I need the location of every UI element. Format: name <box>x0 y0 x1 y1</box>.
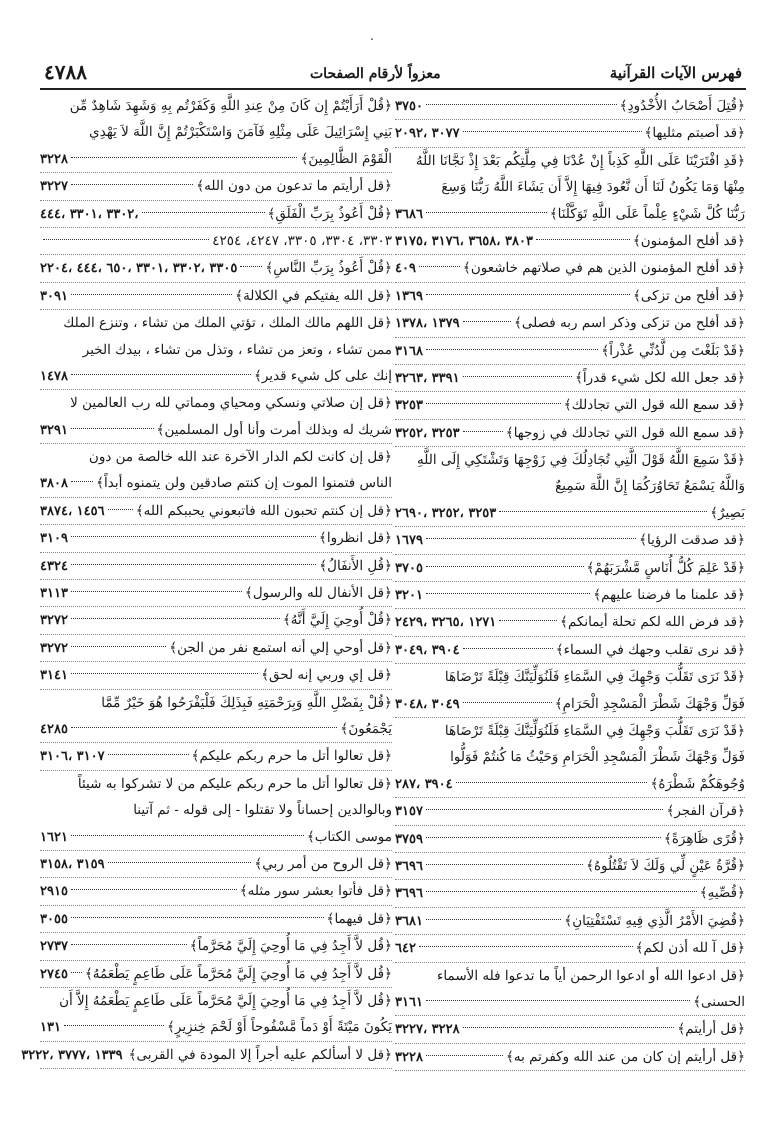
top-mark: . <box>370 29 374 43</box>
leader-dots <box>71 944 187 945</box>
index-entry <box>395 310 745 337</box>
index-entry <box>395 1016 745 1043</box>
verse-text: ﴿قل إن صلاتي ونسكي ومحياي ومماتي لله رب العالمين لا <box>70 395 392 412</box>
verse-text: ﴿قل الأنفال لله والرسول﴾ <box>244 585 392 602</box>
page-refs: ٣٦٩٦ <box>395 858 423 874</box>
index-entry <box>40 906 392 933</box>
verse-text: ﴿قل لا أسألكم عليه أجراً إلا المودة في القربى﴾ <box>128 1046 392 1063</box>
index-entry <box>395 201 745 228</box>
page-refs: ٣٧٥٩ <box>395 831 423 847</box>
leader-dots <box>71 889 237 890</box>
verse-text: ﴿قل إي وربي إنه لحق﴾ <box>261 667 392 684</box>
page-refs: ٣٠٧٧ ،٢٠٩٢ <box>395 126 460 142</box>
page-refs: ٢٧٣٧ <box>40 939 68 955</box>
index-entry <box>40 580 392 607</box>
page-refs: ٣١١٣ <box>40 586 68 602</box>
page-number: ٤٧٨٨ <box>44 60 87 84</box>
index-entry-continuation <box>395 174 745 200</box>
verse-text: بَنِي إِسْرَائِيلَ عَلَى مِثْلِهِ فَآمَنَ وَاسْتَكْبَرْتُمْ إِنَّ اللَّهَ لاَ يَهْدِي <box>89 124 392 141</box>
page-refs: ٣١٤١ <box>40 668 68 684</box>
verse-text: ﴿قَدْ نَرَى تَقَلُّبَ وَجْهِكَ فِي السَّمَاءِ فَلَنُوَلِّيَنَّكَ قِبْلَةً تَرْضَاهَا <box>444 669 745 686</box>
verse-text: ﴿قُلْ أَعُوذُ بِرَبِّ الْفَلَقِ﴾ <box>267 205 392 222</box>
index-entry <box>40 173 392 200</box>
verse-text: وُجُوهَكُمْ شَطْرَهُ﴾ <box>650 775 745 792</box>
verse-text: الحسنى﴾ <box>693 993 745 1010</box>
page-refs: ١٣٣٩ ،٣٧٧٧ ،٣٢٢٢ <box>21 1047 123 1063</box>
leader-dots <box>43 239 209 240</box>
verse-text: فَوَلِّ وَجْهَكَ شَطْرَ الْمَسْجِدِ الْحَرَامِ﴾ <box>554 695 745 712</box>
verse-text: ﴿قُضِيَ الأَمْرُ الَّذِي فِيهِ تَسْتَفْتِيَانِ﴾ <box>564 912 745 929</box>
index-entry <box>395 582 745 609</box>
page-refs: ١٢٧١ ،٣٢٦٥ ،٢٤٢٩ <box>395 615 497 631</box>
index-entry <box>395 908 745 935</box>
leader-dots <box>71 673 258 674</box>
verse-text: ﴿قرآن الفجر﴾ <box>666 803 745 820</box>
index-entry-continuation <box>395 744 745 770</box>
verse-text: إنك على كل شيء قدير﴾ <box>253 367 392 384</box>
page-title: فهرس الآيات القرآنية <box>609 64 742 82</box>
index-entry <box>395 555 745 582</box>
leader-dots <box>71 727 337 728</box>
page-refs: ٣٢٢٨ ،٣٢٢٧ <box>395 1022 460 1038</box>
leader-dots <box>71 835 304 836</box>
page-refs: ٣٢٩١ <box>40 422 68 438</box>
index-entry <box>40 283 392 310</box>
page-refs: ٣٢٥٣ ،٣٢٥٢ ،٢٦٩٠ <box>395 505 497 521</box>
index-entry <box>395 989 745 1016</box>
verse-text: ﴿قُلْ أَرَأَيْتُمْ إِن كَانَ مِنْ عِندِ اللَّهِ وَكَفَرْتُم بِهِ وَشَهِدَ شَاهِدٌ مِّن <box>69 98 392 114</box>
page-refs: ٦٤٢ <box>395 941 416 957</box>
verse-text: شريك له وبذلك أمرت وأنا أول المسلمين﴾ <box>156 421 392 438</box>
page-refs: ٢٧٤٥ <box>40 966 68 982</box>
index-entry-continuation <box>40 119 392 145</box>
page-refs: ٣٦٨١ <box>395 913 423 929</box>
leader-dots <box>426 1000 690 1001</box>
page-refs: ٣٢٥٣ ،٣٢٥٢ <box>395 425 460 441</box>
verse-text: ﴿قَدْ سَمِعَ اللَّهُ قَوْلَ الَّتِي تُجَادِلُكَ فِي زَوْجِهَا وَتَشْتَكِي إِلَى اللَّهِ <box>417 452 745 469</box>
verse-text: فَوَلِّ وَجْهَكَ شَطْرَ الْمَسْجِدِ الْحَرَامِ وَحَيْثُ مَا كُنتُمْ فَوَلُّوا <box>450 749 745 766</box>
verse-text: الناس فتمنوا الموت إن كنتم صادقين ولن يتمنوه أبداً﴾ <box>96 475 392 492</box>
page-refs: ٤٢٨٥ <box>40 721 68 737</box>
leader-dots <box>71 564 316 565</box>
index-entry <box>40 525 392 552</box>
index-entry <box>40 933 392 960</box>
index-entry <box>395 392 745 419</box>
leader-dots <box>426 864 583 865</box>
leader-dots <box>426 566 584 567</box>
page-refs: ٣١٠٩ <box>40 531 68 547</box>
page-refs: ١٦٢١ <box>40 829 68 845</box>
page-refs: ٣٧٥٠ <box>395 99 423 114</box>
verse-text: ﴿قل تعالوا أتل ما حرم ربكم عليكم من لا تشركوا به شيئاً <box>77 775 392 792</box>
index-entry <box>395 255 745 282</box>
index-entry-continuation <box>395 718 745 744</box>
page-refs: ٤٠٩ <box>395 261 416 277</box>
leader-dots <box>240 266 262 267</box>
verse-text: ﴿قل اللهم مالك الملك ، تؤتي الملك من تشاء ، وتنزع الملك <box>63 315 392 332</box>
index-entry <box>395 798 745 825</box>
page-refs: ٣٣٠٥ ،٣٣٠٢ ،٣٣٠١ ،٦٥٠ ،٤٤٤ ،٢٢٠٤ <box>40 261 238 277</box>
index-entry <box>395 691 745 718</box>
verse-text: ﴿قُلْ أُوحِيَ إِلَيَّ أَنَّهُ﴾ <box>282 612 392 629</box>
leader-dots <box>426 593 590 594</box>
verse-text: وَاللَّهُ يَسْمَعُ تَحَاوُرَكُمَا إِنَّ اللَّهَ سَمِيعٌ <box>555 478 745 495</box>
leader-dots <box>71 591 242 592</box>
page-refs: ٣٢٥٣ <box>395 398 423 414</box>
page-refs: ٢٩١٥ <box>40 884 68 900</box>
index-entry-continuation <box>40 797 392 823</box>
right-column <box>395 93 745 1071</box>
leader-dots <box>426 891 697 892</box>
page-refs: ١٣٧٩ ،١٣٧٨ <box>395 316 460 332</box>
index-entry <box>395 120 745 147</box>
page-refs: ١٦٧٩ <box>395 533 423 549</box>
index-entry <box>395 365 745 392</box>
page-refs: ١٤٥٦ ،٣٨٧٤ <box>40 503 105 519</box>
page-refs: ٣٦٨٦ <box>395 206 423 222</box>
verse-text: ﴿قُتِلَ أَصْحَابُ الأُخْدُودِ﴾ <box>619 98 745 114</box>
verse-text: ﴿قُلْ أَعُوذُ بِرَبِّ النَّاسِ﴾ <box>265 260 392 277</box>
index-entry <box>40 635 392 662</box>
page-refs: ٣٠٤٩ ،٣٠٤٨ <box>395 696 460 712</box>
left-column <box>21 93 392 1069</box>
verse-text: ﴿قد سمع الله قول التي تجادلك في زوجها﴾ <box>505 424 745 441</box>
index-entry <box>395 609 745 636</box>
page-refs: ٣١٥٧ <box>395 804 423 820</box>
page-refs: ٣٢٢٧ <box>40 179 68 195</box>
leader-dots <box>71 294 232 295</box>
page-refs: ٣٣٩١ ،٣٢٦٣ <box>395 370 460 386</box>
verse-text: ﴿قل ادعوا الله أو ادعوا الرحمن أياً ما تدعوا فله الأسماء <box>437 967 745 984</box>
page-refs: ٣٢٧٢ <box>40 613 68 629</box>
verse-text: ﴿قد صدقت الرؤيا﴾ <box>639 532 745 549</box>
index-entry-continuation <box>395 447 745 473</box>
page-refs: ٣٩٠٤ ،٣٠٤٩ <box>395 642 460 658</box>
verse-text: ﴿قُلِ الأَنفَالُ﴾ <box>319 557 392 574</box>
verse-text: ﴿قل إن كنتم تحبون الله فاتبعوني يحببكم الله﴾ <box>135 502 392 519</box>
verse-text: ﴿قل فأتوا بعشر سور مثله﴾ <box>239 883 392 900</box>
verse-text: يَكُونَ مَيْتَةً أَوْ دَماً مَّسْفُوحاً أَوْ لَحْمَ خِنزِيرٍ﴾ <box>167 1019 392 1036</box>
leader-dots <box>71 536 316 537</box>
leader-dots <box>463 131 642 132</box>
index-entry <box>395 1044 745 1071</box>
verse-text: ﴿قل تعالوا أتل ما حرم ربكم عليكم﴾ <box>191 748 392 765</box>
verse-text: يَجْمَعُونَ﴾ <box>340 720 392 737</box>
leader-dots <box>463 1027 675 1028</box>
verse-text: ﴿قد أفلح المؤمنون الذين هم في صلاتهم خاشعون﴾ <box>462 260 745 277</box>
leader-dots <box>426 212 547 213</box>
leader-dots <box>71 428 154 429</box>
index-entry <box>395 420 745 447</box>
leader-dots <box>426 104 617 105</box>
verse-text: ﴿قد أصبتم مثليها﴾ <box>644 125 745 142</box>
verse-text: ﴿قد أفلح من تزكى﴾ <box>632 287 745 304</box>
page-refs: ١٣٦٩ <box>395 288 423 304</box>
leader-dots <box>419 266 460 267</box>
index-entry <box>395 500 745 527</box>
index-entry <box>395 637 745 664</box>
leader-dots <box>499 620 557 621</box>
index-entry-continuation <box>40 771 392 797</box>
page-refs: ٣٠٥٥ <box>40 911 68 927</box>
page-refs: ١٣١ <box>40 1020 61 1036</box>
verse-text: ﴿قل آ لله أذن لكم﴾ <box>635 940 745 957</box>
leader-dots <box>71 917 324 918</box>
index-entry-continuation <box>40 337 392 363</box>
page-refs: ٣٨٠٣ ،٣٦٥٨ ،٣١٧٦ ،٣١٧٥ <box>395 233 533 249</box>
index-entry <box>21 1042 392 1069</box>
index-entry <box>395 826 745 853</box>
page-subtitle: معزواً لأرقام الصفحات <box>310 66 441 82</box>
verse-text: ﴿قل الله يفتيكم في الكلالة﴾ <box>235 287 392 304</box>
index-entry <box>40 363 392 390</box>
leader-dots <box>426 1055 503 1056</box>
index-entry <box>40 851 392 878</box>
page-refs: ١٤٧٨ <box>40 368 68 384</box>
verse-text: ﴿قد أفلح المؤمنون﴾ <box>632 232 745 249</box>
index-entry <box>395 527 745 554</box>
verse-text: ﴿قُصِّيهِ﴾ <box>699 885 745 902</box>
index-entry-continuation <box>40 310 392 336</box>
leader-dots <box>426 403 561 404</box>
leader-dots <box>463 648 553 649</box>
index-entry <box>40 607 392 634</box>
page-refs: ،٣٣٠٢ ،٣٣٠١ ،٤٤٤ <box>40 206 139 222</box>
leader-dots <box>426 919 561 920</box>
verse-text: ٣٣٠٣، ٣٣٠٤، ٣٣٠٥، ٤٢٤٧، ٤٢٥٤ <box>212 232 392 249</box>
page-refs: ٣١٠٧ ،٣١٠٦ <box>40 749 105 765</box>
index-entry-continuation <box>395 664 745 690</box>
leader-dots <box>108 754 189 755</box>
leader-dots <box>71 972 82 973</box>
verse-text: ﴿قد نرى تقلب وجهك في السماء﴾ <box>555 641 745 658</box>
verse-text: الْقَوْمَ الظَّالِمِينَ﴾ <box>300 150 392 167</box>
leader-dots <box>463 702 552 703</box>
index-entry <box>395 93 745 120</box>
leader-dots <box>71 481 93 482</box>
page-refs: ٣١٦١ <box>395 994 423 1010</box>
index-entry-continuation <box>395 148 745 174</box>
leader-dots <box>463 431 503 432</box>
leader-dots <box>499 511 707 512</box>
leader-dots <box>426 538 636 539</box>
leader-dots <box>426 349 598 350</box>
leader-dots <box>463 321 511 322</box>
index-entry <box>40 878 392 905</box>
page-refs: ٣٠٩١ <box>40 288 68 304</box>
verse-text: ﴿قل أوحي إلي أنه استمع نفر من الجن﴾ <box>169 639 392 656</box>
page-refs: ٣٨٠٨ <box>40 476 68 492</box>
leader-dots <box>536 239 630 240</box>
verse-text: ﴿قد أفلح من تزكى وذكر اسم ربه فصلى﴾ <box>513 315 745 332</box>
index-entry-continuation <box>40 690 392 716</box>
verse-text: ممن تشاء ، وتعز من تشاء ، وتذل من تشاء ، بيدك الخير <box>82 341 392 358</box>
page-refs: ٣٩٠٤ ،٢٨٧ <box>395 776 453 792</box>
index-entry <box>40 201 392 228</box>
leader-dots <box>419 946 633 947</box>
verse-text: ﴿قل انظروا﴾ <box>318 530 392 547</box>
verse-text: ﴿قد سمع الله قول التي تجادلك﴾ <box>563 397 745 414</box>
index-entry <box>395 880 745 907</box>
verse-text: ﴿قل فيهما﴾ <box>326 910 392 927</box>
index-entry <box>40 470 392 497</box>
leader-dots <box>426 809 664 810</box>
leader-dots <box>456 782 648 783</box>
verse-text: مِنْهَا وَمَا يَكُونُ لَنَا أَن نَّعُودَ فِيهَا إِلاَّ أَن يَشَاءَ اللَّهُ رَبُّنَا وَسِعَ <box>441 179 745 196</box>
index-entry-continuation <box>40 988 392 1014</box>
index-entry-continuation <box>395 963 745 989</box>
leader-dots <box>142 212 265 213</box>
index-entry <box>395 228 745 255</box>
verse-text: ﴿قَدِ افْتَرَيْنَا عَلَى اللَّهِ كَذِباً إِنْ عُدْنَا فِي مِلَّتِكُم بَعْدَ إِذْ نَجَّانَا اللَّهُ <box>415 152 745 169</box>
verse-text: ﴿قل أرأيتم ما تدعون من دون الله﴾ <box>196 178 392 195</box>
index-entry <box>395 338 745 365</box>
index-entry-continuation <box>40 444 392 470</box>
verse-text: ﴿قَدْ بَلَغْتَ مِن لَّدُنِّي عُذْراً﴾ <box>601 342 745 359</box>
verse-text: ﴿قُل لاَّ أَجِدُ فِي مَا أُوحِيَ إِلَيَّ مُحَرَّماً عَلَى طَاعِمٍ يَطْعَمُهُ إِلاَّ أَن <box>59 992 392 1009</box>
index-entry <box>395 283 745 310</box>
index-entry <box>40 228 392 255</box>
index-entry-continuation <box>40 390 392 416</box>
leader-dots <box>64 1025 164 1026</box>
verse-text: ﴿قل إن كانت لكم الدار الآخرة عند الله خالصة من دون <box>88 449 392 466</box>
verse-text: ﴿قُلْ بِفَضْلِ اللَّهِ وَبِرَحْمَتِهِ فَبِذَلِكَ فَلْيَفْرَحُوا هُوَ خَيْرٌ مِّمَّا <box>101 694 392 711</box>
leader-dots <box>71 374 251 375</box>
verse-text: ﴿قَدْ نَرَى تَقَلُّبَ وَجْهِكَ فِي السَّمَاءِ فَلَنُوَلِّيَنَّكَ قِبْلَةً تَرْضَاهَا <box>444 722 745 739</box>
index-entry-continuation <box>40 93 392 119</box>
index-entry <box>40 716 392 743</box>
index-entry <box>395 771 745 798</box>
page-refs: ٣٧٠٥ <box>395 560 423 576</box>
verse-text: ﴿قُرًى ظَاهِرَةً﴾ <box>663 830 745 847</box>
leader-dots <box>108 509 133 510</box>
leader-dots <box>71 618 280 619</box>
index-entry-continuation <box>395 473 745 499</box>
index-entry <box>395 935 745 962</box>
verse-text: ﴿قل أرأيتم﴾ <box>677 1021 745 1038</box>
index-entry <box>40 553 392 580</box>
page-refs: ٤٣٢٤ <box>40 558 68 574</box>
index-entry <box>395 853 745 880</box>
leader-dots <box>463 376 572 377</box>
index-entry <box>40 255 392 282</box>
index-entry <box>40 824 392 851</box>
leader-dots <box>426 837 661 838</box>
page-refs: ٣٢٠١ <box>395 588 423 604</box>
leader-dots <box>71 184 193 185</box>
index-entry <box>40 662 392 689</box>
index-entry <box>40 743 392 770</box>
page-refs: ٣٢٢٨ <box>395 1049 423 1065</box>
verse-text: ﴿قُرَّةُ عَيْنٍ لِّي وَلَكَ لاَ تَقْتُلُوهُ﴾ <box>586 857 745 874</box>
verse-text: ﴿قد جعل الله لكل شيء قدراً﴾ <box>575 369 745 386</box>
page-header <box>40 62 746 90</box>
page-refs: ٣٢٧٢ <box>40 640 68 656</box>
page-refs: ٣٦٩٦ <box>395 886 423 902</box>
verse-text: ﴿قُل لاَّ أَجِدُ فِي مَا أُوحِيَ إِلَيَّ مُحَرَّماً﴾ <box>189 938 392 955</box>
verse-text: ﴿قل الروح من أمر ربي﴾ <box>254 855 392 872</box>
leader-dots <box>71 157 298 158</box>
verse-text: بَصِيرٌ﴾ <box>710 504 745 521</box>
leader-dots <box>426 294 630 295</box>
verse-text: ﴿قُل لاَّ أَجِدُ فِي مَا أُوحِيَ إِلَيَّ مُحَرَّماً عَلَى طَاعِمٍ يَطْعَمُهُ﴾ <box>84 965 392 982</box>
verse-text: ﴿قد فرض الله لكم تحلة أيمانكم﴾ <box>560 614 745 631</box>
index-entry <box>40 961 392 988</box>
verse-text: ﴿قد علمنا ما فرضنا عليهم﴾ <box>593 587 745 604</box>
leader-dots <box>71 646 166 647</box>
page-refs: ٣١٦٨ <box>395 343 423 359</box>
verse-text: موسى الكتاب﴾ <box>306 828 392 845</box>
leader-dots <box>108 862 252 863</box>
index-entry <box>40 146 392 173</box>
page-refs: ٣١٥٩ ،٣١٥٨ <box>40 856 105 872</box>
index-entry <box>40 417 392 444</box>
verse-text: رَبُّنَا كُلَّ شَيْءٍ عِلْماً عَلَى اللَّهِ تَوَكَّلْنَا﴾ <box>549 205 745 222</box>
verse-text: وبالوالدين إحساناً ولا تقتلوا - إلى قوله - ثم آتينا <box>133 802 392 819</box>
page-refs: ٣٢٢٨ <box>40 151 68 167</box>
verse-text: ﴿قَدْ عَلِمَ كُلُّ أُنَاسٍ مَّشْرَبَهُمْ﴾ <box>586 559 745 576</box>
verse-text: ﴿قل أرأيتم إن كان من عند الله وكفرتم به﴾ <box>505 1048 745 1065</box>
index-entry <box>40 1014 392 1041</box>
index-entry <box>40 498 392 525</box>
